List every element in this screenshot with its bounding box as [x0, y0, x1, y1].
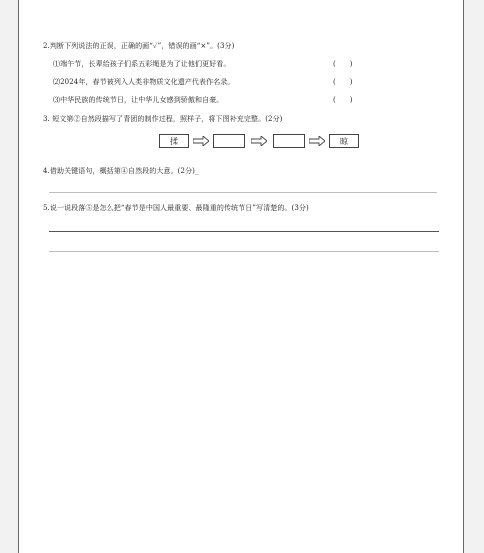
question-2-item-3: ⑶中华民族的传统节日，让中华儿女感到骄傲和自豪。: [53, 96, 224, 104]
answer-line-q5-2[interactable]: [49, 251, 439, 252]
answer-line-q4[interactable]: [49, 192, 437, 193]
worksheet-page: [18, 0, 464, 553]
right-arrow-icon: [251, 136, 267, 146]
question-2-item-1: ⑴端午节，长辈给孩子们系五彩绳是为了让他们更好看。: [53, 60, 231, 68]
question-5-title: 5.说一说段落⑤是怎么把“春节是中国人最重要、最隆重的传统节日”写清楚的。(3分): [43, 204, 309, 212]
answer-line-q5-1[interactable]: [49, 231, 439, 232]
answer-paren-1[interactable]: ( ): [333, 60, 353, 68]
right-arrow-icon: [193, 136, 209, 146]
question-4-title: 4.借助关键语句，概括第④自然段的大意。(2分)_: [43, 167, 199, 175]
question-3-title: 3. 短文第②自然段描写了青团的制作过程，照样子，将下图补充完整。(2分): [43, 115, 283, 123]
flow-step-first: 揉: [159, 134, 189, 148]
flow-blank-2[interactable]: [273, 134, 305, 148]
question-2-item-2: ⑵2024年，春节被列入人类非物质文化遗产代表作名录。: [53, 78, 235, 86]
answer-paren-3[interactable]: ( ): [333, 96, 353, 104]
right-arrow-icon: [309, 136, 325, 146]
flow-blank-1[interactable]: [213, 134, 245, 148]
answer-paren-2[interactable]: ( ): [333, 78, 353, 86]
flow-step-last: 晾: [329, 134, 359, 148]
question-2-title: 2.判断下列说法的正误，正确的画“✓”，错误的画“×”。(3分): [43, 42, 235, 50]
